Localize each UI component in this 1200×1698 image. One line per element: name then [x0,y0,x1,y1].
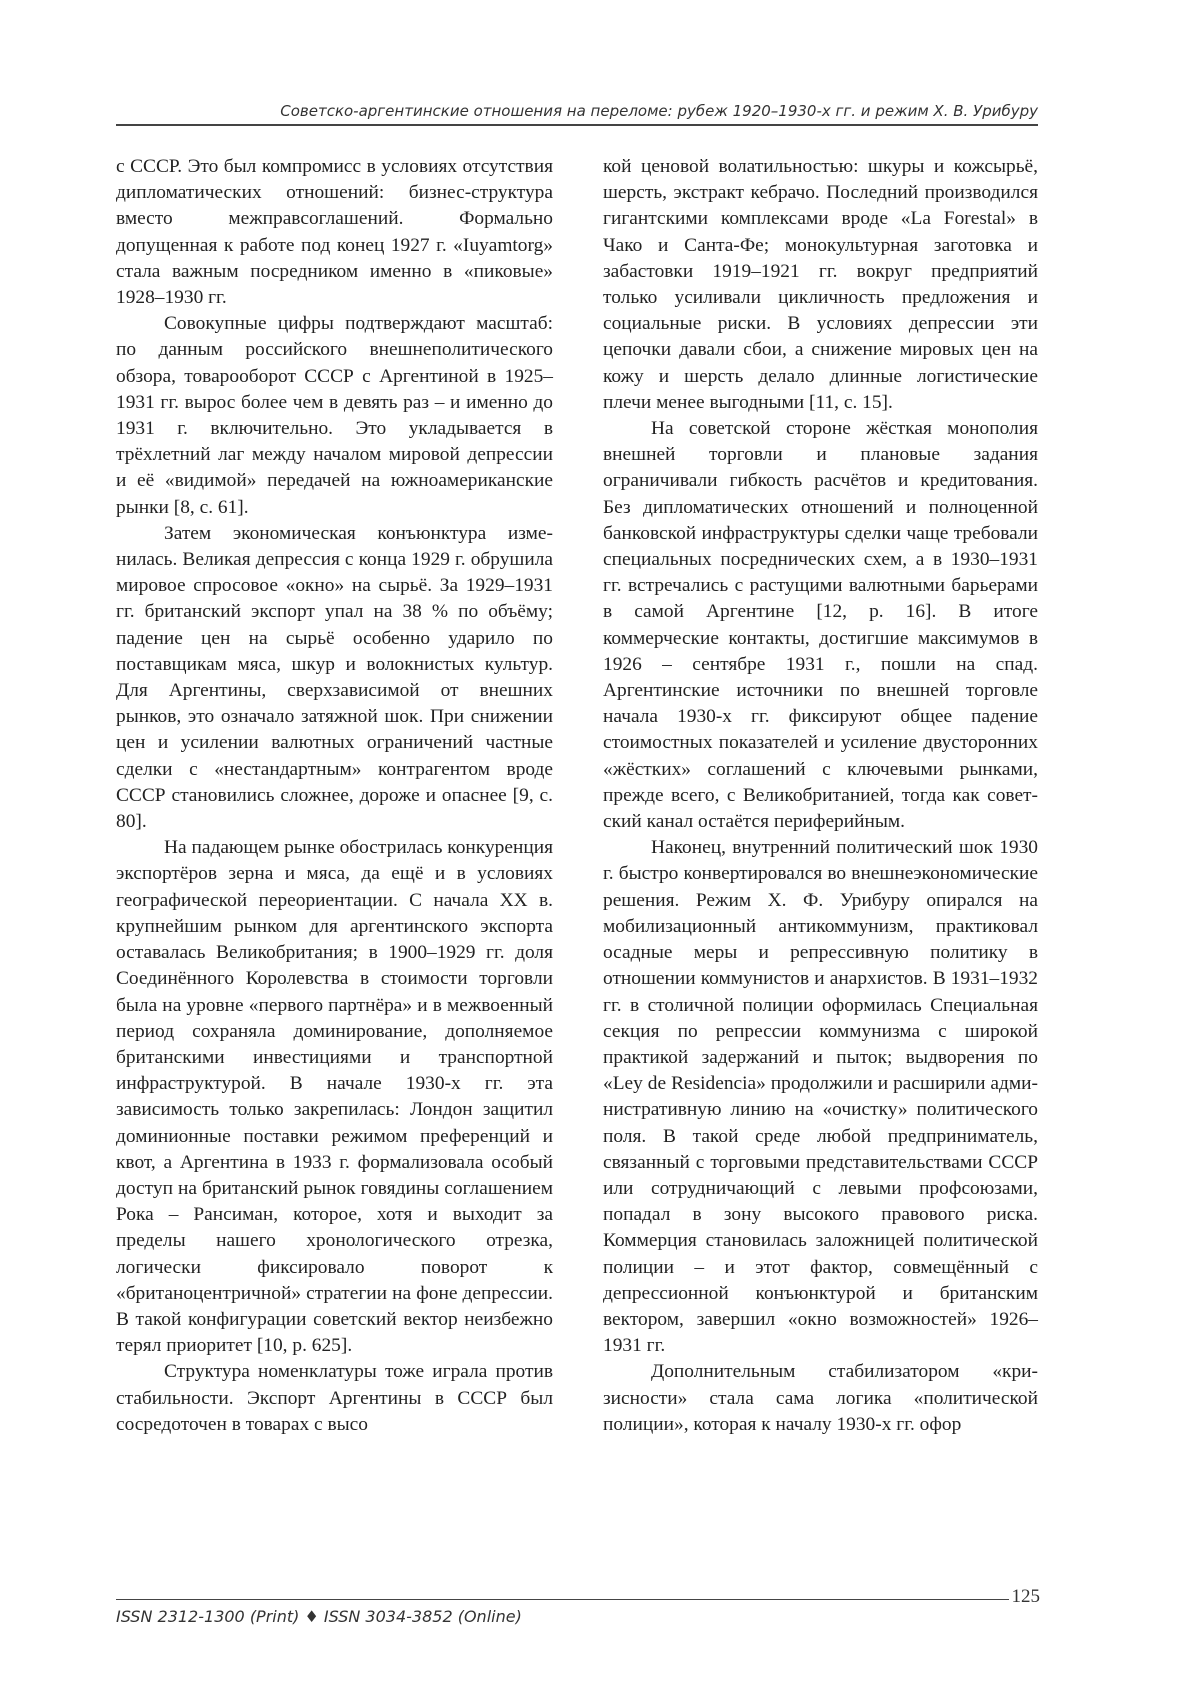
paragraph: На советской стороне жёсткая монополия внешней торговли и плановые задания ограничивали гибкость расчётов и кредитования. Без дипломатических отношений и полноценной банковской инфраструктуры сделки чаще требовали специальных посреднических схем, а в 1930–1931 гг. встречались с растущими валютными барьерами в самой Аргентине [12, p. 16]. В итоге коммерческие контакты, достигшие максимумов в 1926 – сентябре 1931 г., пошли на спад. Аргентинские источники по внешней торговле начала 1930-х гг. фиксируют общее падение стоимостных показателей и усиление двусторонних «жёстких» соглашений с ключевыми рынками, прежде всего, с Великобританией, тогда как советский канал остаётся периферийным. [603,418,1038,833]
footer-rule [116,1599,1009,1600]
header-rule [116,124,1038,126]
paragraph: кой ценовой волатильностью: шкуры и кожсырьё, шерсть, экстракт кебрачо. Последний производился гигантскими комплексами вроде «La Forestal» в Чако и Санта-Фе; монокультурная заготовка и забастовки 1919–1921 гг. вокруг предприятий только усиливали цикличность предложения и социальные риски. В условиях депрессии эти цепочки давали сбои, а снижение мировых цен на кожу и шерсть делало длинные логистические плечи менее выгодными [11, с. 15]. [603,156,1038,413]
paragraph: Структура номенклатуры тоже играла против стабильности. Экспорт Аргентины в СССР был сосредоточен в товарах с высо [116,1361,553,1435]
paragraph: На падающем рынке обострилась конкуренция экспортёров зерна и мяса, да ещё и в условиях географической переориентации. С начала XX в. крупнейшим рынком для аргентинского экспорта оставалась Великобритания; в 1900–1929 гг. доля Соединённого Королевства в стоимости торговли была на уровне «первого партнёра» и в межвоенный период сохраняла доминирование, дополняемое британскими инвестициями и транспортной инфраструктурой. В начале 1930-х гг. эта зависимость только закрепилась: Лондон защитил доминионные поставки режимом преференций и квот, а Аргентина в 1933 г. формализовала особый доступ на британский рынок говядины соглашением Рока – Рансиман, которое, хотя и выходит за пределы нашего хронологического отрезка, логически фиксировало поворот к «британоцентричной» стратегии на фоне депрессии. В такой конфигурации советский вектор неизбежно терял приоритет [10, p. 625]. [116,837,553,1357]
running-title: Советско-аргентинские отношения на переломе: рубеж 1920–1930-х гг. и режим Х. В. Урибуру [280,102,1038,120]
paragraph: Затем экономическая конъюнктура изменилась. Великая депрессия с конца 1929 г. обрушила мировое спросовое «окно» на сырьё. За 1929–1931 гг. британский экспорт упал на 38 % по объёму; падение цен на сырьё особенно ударило по поставщикам мяса, шкур и волокнистых культур. Для Аргентины, сверхзависимой от внешних рынков, это означало затяжной шок. При снижении цен и усилении валютных ограничений частные сделки с «нестандартным» контрагентом вроде СССР становились сложнее, дороже и опаснее [9, с. 80]. [116,522,553,833]
left-column [116,154,553,1438]
paragraph: с СССР. Это был компромисс в условиях отсутствия дипломатических отношений: бизнес-структура вместо межправсоглашений. Формально допущенная к работе под конец 1927 г. «Iuyamtorg» стала важным посредником именно в «пиковые» 1928–1930 гг. [116,156,553,309]
issn-line: ISSN 2312-1300 (Print) ♦ ISSN 3034-3852 (Online) [116,1607,522,1626]
right-column [603,154,1038,1438]
paragraph: Наконец, внутренний политический шок 1930 г. быстро конвертировался во внешнеэкономические решения. Режим Х. Ф. Урибуру опирался на мобилизационный антикоммунизм, практиковал осадные меры и репрессивную политику в отношении коммунистов и анархистов. В 1931–1932 гг. в столичной полиции оформилась Специальная секция по репрессии коммунизма с широкой практикой задержаний и пыток; выдворения по «Ley de Residencia» продолжили и расширили административную линию на «очистку» политического поля. В такой среде любой предприниматель, связанный с торговыми представительствами СССР или сотрудничающий с левыми профсоюзами, попадал в зону высокого правового риска. Коммерция становилась заложницей политической полиции – и этот фактор, совмещённый с депрессионной конъюнктурой и британским вектором, завершил «окно возможностей» 1926–1931 гг. [603,837,1038,1357]
paragraph: Дополнительным стабилизатором «кризисности» стала сама логика «политической полиции», которая к началу 1930-х гг. офор [603,1361,1038,1435]
page-number: 125 [1011,1586,1040,1607]
paragraph: Совокупные цифры подтверждают масштаб: по данным российского внешнеполитического обзора, товарооборот СССР с Аргентиной в 1925–1931 гг. вырос более чем в девять раз – и именно до 1931 г. включительно. Это укладывается в трёхлетний лаг между началом мировой депрессии и её «видимой» передачей на южноамериканские рынки [8, с. 61]. [116,313,553,518]
